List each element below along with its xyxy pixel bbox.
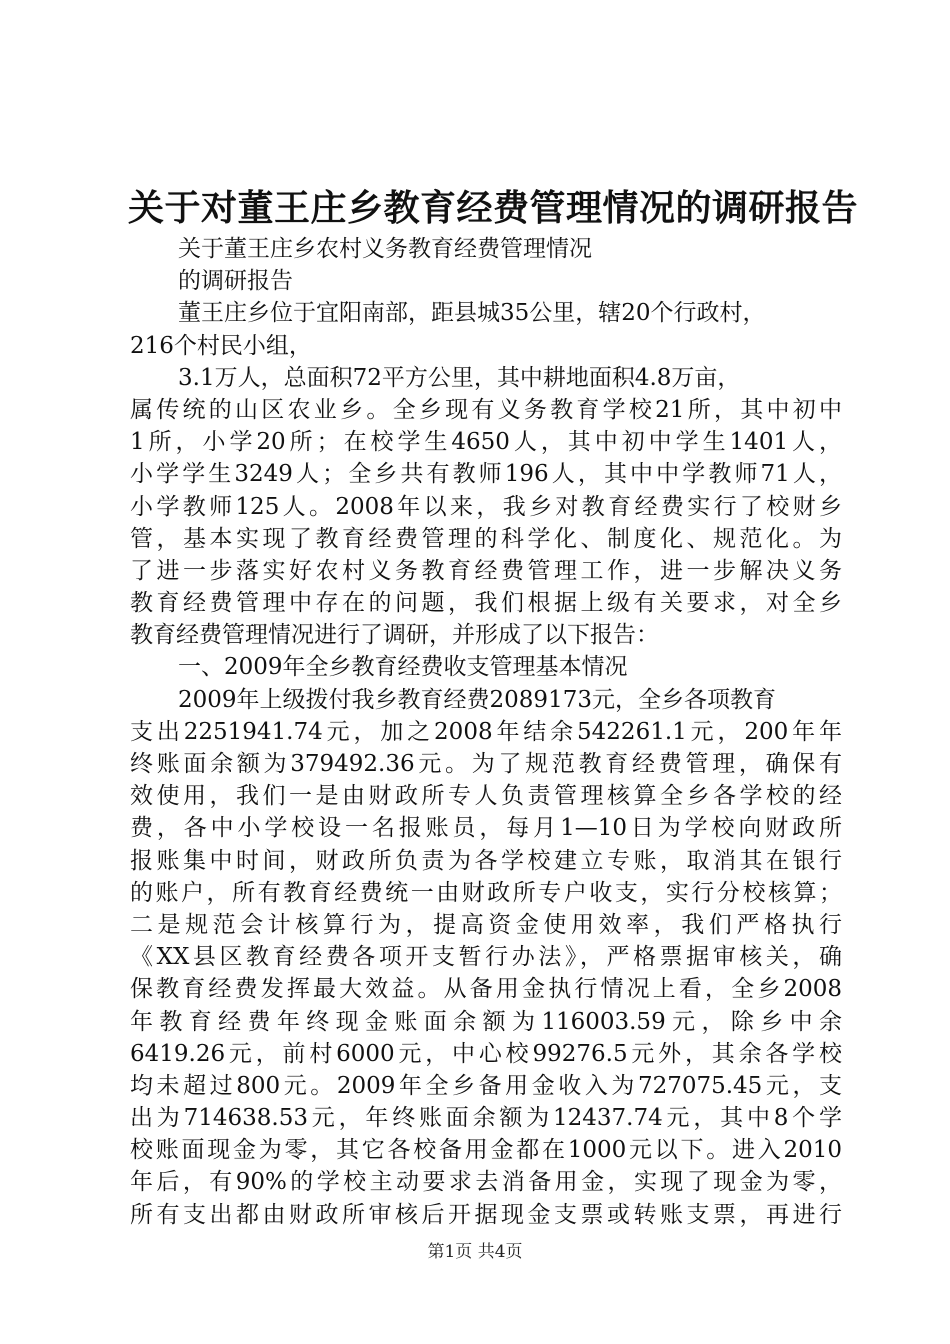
- paragraph-line: 6419.26元，前村6000元，中心校99276.5元外，其余各学校: [130, 1040, 842, 1067]
- paragraph-line: 校账面现金为零，其它各校备用金都在1000元以下。进入2010: [130, 1137, 842, 1164]
- paragraph-line: 年教育经费年终现金账面余额为116003.59元，除乡中余: [130, 1008, 842, 1035]
- paragraph-line: 均未超过800元。2009年全乡备用金收入为727075.45元，支: [130, 1072, 842, 1099]
- paragraph-line: 报账集中时间，财政所负责为各学校建立专账，取消其在银行: [130, 847, 842, 874]
- subtitle-line: 的调研报告: [178, 268, 293, 295]
- paragraph-line: 效使用，我们一是由财政所专人负责管理核算全乡各学校的经: [130, 783, 842, 810]
- paragraph-line: 教育经费管理情况进行了调研，并形成了以下报告：: [130, 622, 659, 649]
- paragraph-line: 支出2251941.74元，加之2008年结余542261.1元，200年年: [130, 718, 842, 745]
- paragraph-line: 费，各中小学校设一名报账员，每月1—10日为学校向财政所: [130, 815, 842, 842]
- paragraph-line: 出为714638.53元，年终账面余额为12437.74元，其中8个学: [130, 1105, 842, 1132]
- paragraph-line: 小学教师125人。2008年以来，我乡对教育经费实行了校财乡: [130, 493, 842, 520]
- document-title: 关于对董王庄乡教育经费管理情况的调研报告: [128, 188, 859, 229]
- document-body: [130, 233, 842, 1231]
- paragraph-line: 《XX县区教育经费各项开支暂行办法》，严格票据审核关，确: [130, 944, 842, 971]
- paragraph-line: 年后，有90%的学校主动要求去消备用金，实现了现金为零，: [130, 1169, 842, 1196]
- paragraph-line: 终账面余额为379492.36元。为了规范教育经费管理，确保有: [130, 751, 842, 777]
- paragraph-line: 属传统的山区农业乡。全乡现有义务教育学校21所，其中初中: [130, 396, 842, 423]
- paragraph-line: 管，基本实现了教育经费管理的科学化、制度化、规范化。为: [130, 525, 842, 552]
- paragraph-line: 所有支出都由财政所审核后开据现金支票或转账支票，再进行: [130, 1201, 842, 1228]
- paragraph-line: 了进一步落实好农村义务教育经费管理工作，进一步解决义务: [130, 557, 842, 584]
- paragraph-line: 二是规范会计核算行为，提高资金使用效率，我们严格执行: [130, 911, 842, 938]
- paragraph-line: 小学学生3249人；全乡共有教师196人，其中中学教师71人，: [130, 461, 842, 488]
- paragraph-line: 1所，小学20所；在校学生4650人，其中初中学生1401人，: [130, 429, 842, 456]
- page-number: 第1页 共4页: [427, 1242, 523, 1262]
- paragraph-line: 3.1万人，总面积72平方公里，其中耕地面积4.8万亩，: [178, 364, 741, 391]
- paragraph-line: 216个村民小组，: [130, 332, 312, 359]
- paragraph-line: 的账户，所有教育经费统一由财政所专户收支，实行分校核算；: [130, 879, 842, 906]
- section-heading: 一、2009年全乡教育经费收支管理基本情况: [178, 654, 628, 681]
- paragraph-line: 2009年上级拨付我乡教育经费2089173元，全乡各项教育: [178, 686, 776, 713]
- paragraph-line: 保教育经费发挥最大效益。从备用金执行情况上看，全乡2008: [130, 976, 842, 1003]
- paragraph-line: 教育经费管理中存在的问题，我们根据上级有关要求，对全乡: [130, 590, 842, 617]
- subtitle-line: 关于董王庄乡农村义务教育经费管理情况: [178, 236, 592, 262]
- paragraph-line: 董王庄乡位于宜阳南部，距县城35公里，辖20个行政村，: [178, 300, 766, 327]
